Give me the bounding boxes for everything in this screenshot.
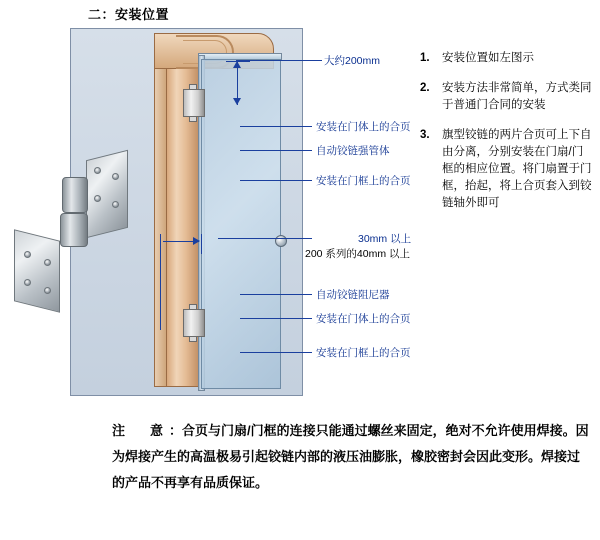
instruction-item-2 bbox=[420, 80, 592, 114]
leader-line-30mm bbox=[218, 238, 312, 239]
warning-note-body: ：合页与门扇/门框的连接只能通过螺丝来固定，绝对不允许使用焊接。因为焊接产生的高温极易引起铰链内部的液压油膨胀，橡胶密封会因此变形。焊接过的产品不再享有品质保证。 bbox=[112, 423, 589, 490]
reference-line-right bbox=[201, 234, 202, 254]
callout-door-hinge-bottom: 安装在门体上的合页 bbox=[316, 313, 411, 325]
instruction-number-1: 1. bbox=[420, 52, 430, 64]
screw-hole-2 bbox=[112, 173, 119, 180]
callout-door-hinge-top: 安装在门体上的合页 bbox=[316, 121, 411, 133]
leader-line-frame-hinge-top bbox=[240, 180, 312, 181]
dimension-arrow-down bbox=[233, 98, 241, 105]
leader-line-dimension bbox=[236, 60, 322, 61]
hinge-upper-lug-bottom bbox=[189, 116, 197, 122]
leader-line-frame-hinge-bottom bbox=[240, 352, 312, 353]
leader-line-tube bbox=[240, 150, 312, 151]
warning-note bbox=[112, 418, 590, 496]
callout-hinge-tube: 自动铰链强管体 bbox=[316, 145, 390, 157]
hinge-barrel-upper bbox=[62, 177, 88, 213]
callout-frame-hinge-top: 安装在门框上的合页 bbox=[316, 175, 411, 187]
hinge-lower bbox=[183, 309, 205, 337]
screw-hole-5 bbox=[24, 251, 31, 258]
hinge-plate-lower bbox=[14, 229, 60, 312]
screw-hole-4 bbox=[112, 201, 119, 208]
instruction-text-1: 安装位置如左图示 bbox=[442, 52, 534, 64]
callout-30mm: 30mm 以上 bbox=[358, 233, 412, 245]
dimension-tick-top bbox=[226, 61, 250, 62]
callout-200-series-40mm: 200 系列的40mm 以上 bbox=[305, 248, 411, 260]
page-title: 二：安装位置 bbox=[88, 7, 170, 22]
instruction-number-2: 2. bbox=[420, 82, 430, 94]
callout-frame-hinge-bottom: 安装在门框上的合页 bbox=[316, 347, 411, 359]
instruction-text-2: 安装方法非常简单，方式类同于普通门合同的安装 bbox=[442, 82, 592, 111]
hinge-upper bbox=[183, 89, 205, 117]
screw-hole-8 bbox=[44, 287, 51, 294]
screw-hole-1 bbox=[94, 167, 101, 174]
hinge-lower-lug-top bbox=[189, 304, 197, 310]
hinge-barrel-lower bbox=[60, 213, 88, 247]
leader-line-door-hinge-top bbox=[240, 126, 312, 127]
hinge-plate-upper bbox=[86, 150, 128, 238]
glass-door-leaf bbox=[201, 59, 281, 389]
instruction-list bbox=[420, 50, 592, 225]
instruction-item-3 bbox=[420, 127, 592, 212]
instruction-item-1 bbox=[420, 50, 592, 67]
callout-damper: 自动铰链阻尼器 bbox=[316, 289, 390, 301]
leader-line-door-hinge-bottom bbox=[240, 318, 312, 319]
screw-hole-7 bbox=[24, 279, 31, 286]
leader-line-damper bbox=[240, 294, 312, 295]
instruction-text-3: 旗型铰链的两片合页可上下自由分离，分别安装在门扇/门框的相应位置。将门扇置于门框，抬起，将上合页套入到铰链轴外即可 bbox=[442, 129, 592, 209]
screw-hole-3 bbox=[94, 195, 101, 202]
reference-arrow-head bbox=[193, 237, 200, 245]
callout-approx-200mm: 大约200mm bbox=[324, 55, 381, 67]
reference-line-left bbox=[160, 234, 161, 330]
damper-knob bbox=[275, 235, 287, 247]
hinge-upper-lug-top bbox=[189, 84, 197, 90]
screw-hole-6 bbox=[44, 259, 51, 266]
dimension-arrow-up bbox=[233, 61, 241, 68]
warning-note-label: 注 意 bbox=[112, 423, 170, 438]
instruction-number-3: 3. bbox=[420, 129, 430, 141]
hinge-lower-lug-bottom bbox=[189, 336, 197, 342]
